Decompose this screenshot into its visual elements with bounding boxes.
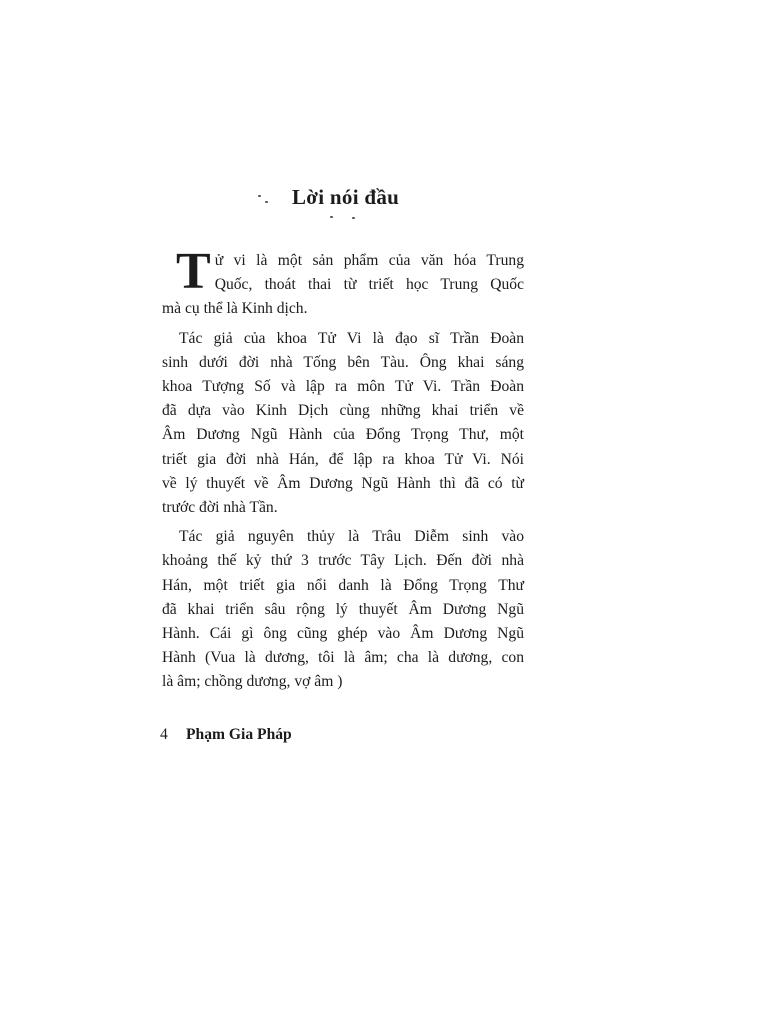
text-line: ử vi là một sản phẩm của văn hóa Trung	[214, 252, 524, 269]
paragraph-2	[162, 327, 524, 521]
text-line: Âm Dương Ngũ Hành của Đổng Trọng Thư, một	[162, 426, 524, 444]
scan-speck	[352, 217, 355, 219]
body-text	[162, 243, 524, 695]
text-line: Quốc, thoát thai từ triết học Trung Quốc	[214, 276, 524, 294]
text-line: triết gia đời nhà Hán, để lập ra khoa Tử Vi. Nói	[162, 450, 524, 468]
text-line: Hành (Vua là dương, tôi là âm; cha là dương, con	[162, 649, 524, 667]
text-line: đã dựa vào Kinh Dịch cùng những khai triển về	[162, 402, 524, 420]
author-name: Phạm Gia Pháp	[186, 726, 292, 743]
text-line: là âm; chồng dương, vợ âm )	[162, 673, 343, 691]
text-line: mà cụ thể là Kinh dịch.	[162, 300, 308, 318]
text-line: Hán, một triết gia nổi danh là Đổng Trọng Thư	[162, 576, 524, 594]
text-line: Tác giả nguyên thủy là Trâu Diễm sinh vào	[179, 528, 524, 546]
page-footer	[160, 726, 292, 744]
text-line: đã khai triển sâu rộng lý thuyết Âm Dương Ngũ	[162, 600, 524, 618]
paragraph-1	[162, 243, 524, 322]
text-line: khoảng thế kỷ thứ 3 trước Tây Lịch. Đến đời nhà	[162, 552, 524, 570]
scan-speck	[258, 195, 261, 197]
scan-speck	[265, 201, 268, 203]
text-line: trước đời nhà Tần.	[162, 499, 278, 517]
page-number: 4	[160, 726, 168, 743]
text-line: sinh dưới đời nhà Tống bên Tàu. Ông khai sáng	[162, 353, 524, 371]
text-line: khoa Tượng Số và lập ra môn Tử Vi. Trần Đoàn	[162, 378, 524, 396]
text-line: về lý thuyết về Âm Dương Ngũ Hành thì đã có từ	[162, 474, 524, 492]
chapter-heading: Lời nói đầu	[292, 185, 400, 209]
drop-cap: T	[176, 243, 211, 300]
scan-speck	[330, 216, 333, 218]
text-line: Tác giả của khoa Tử Vi là đạo sĩ Trần Đoàn	[179, 329, 524, 347]
paragraph-3	[162, 525, 524, 694]
text-line: Hành. Cái gì ông cũng ghép vào Âm Dương Ngũ	[162, 625, 524, 643]
